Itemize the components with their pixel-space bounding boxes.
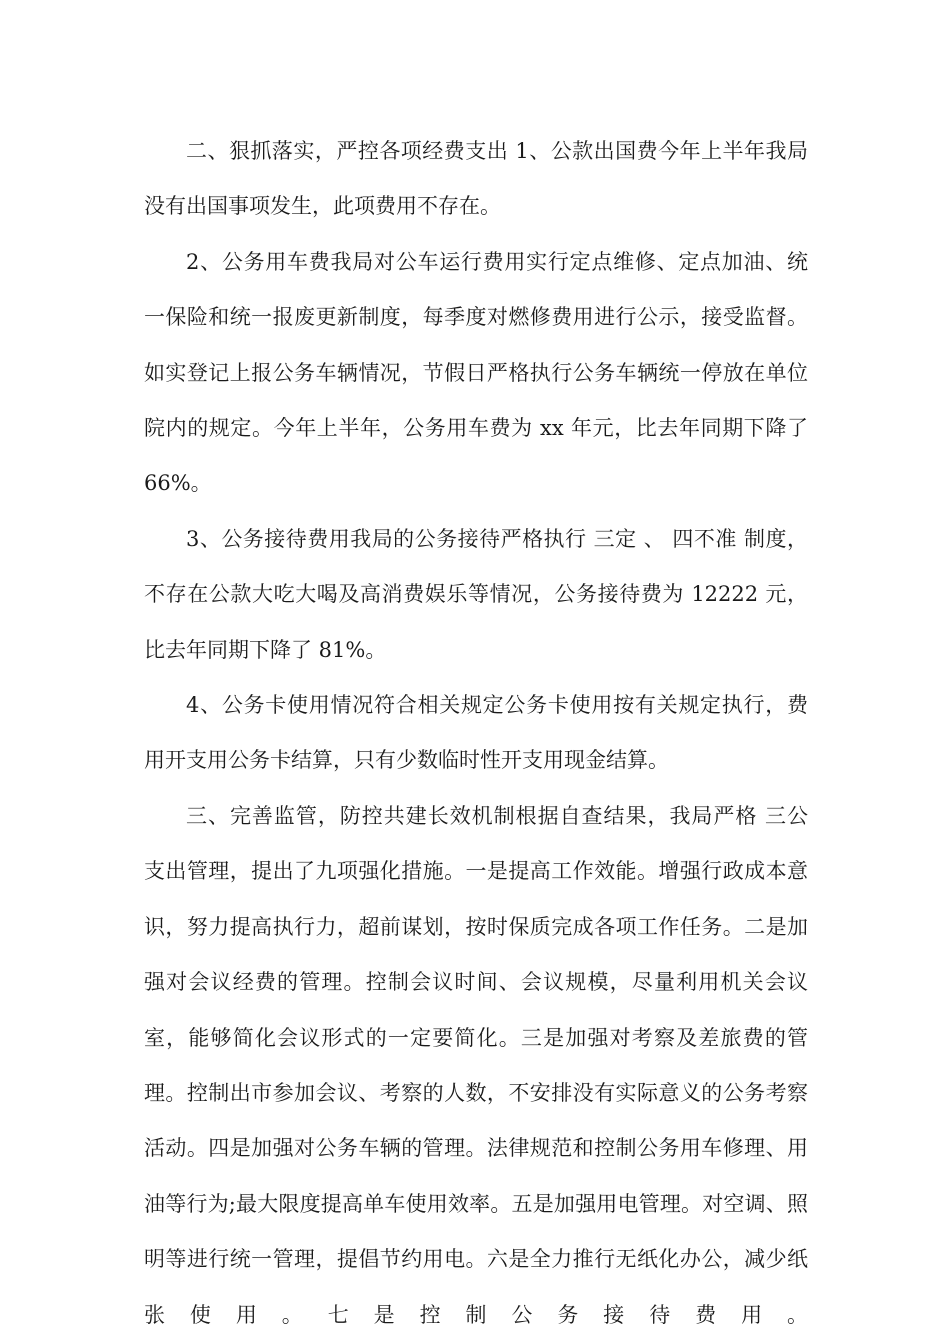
paragraph-official-vehicles: 2、公务用车费我局对公车运行费用实行定点维修、定点加油、统一保险和统一报废更新制度，每季度对燃修费用进行公示，接受监督。如实登记上报公务车辆情况，节假日严格执行公务车辆统一停放在单位院内的规定。今年上半年，公务用车费为 xx 年元，比去年同期下降了 66%。 [144, 249, 808, 496]
paragraph-official-reception: 3、公务接待费用我局的公务接待严格执行 三定 、 四不准 制度，不存在公款大吃大喝及高消费娱乐等情况，公务接待费为 12222 元，比去年同期下降了 81%。 [144, 526, 808, 662]
paragraph-overseas-travel: 二、狠抓落实，严控各项经费支出 1、公款出国费今年上半年我局没有出国事项发生，此项费用不存在。 [144, 139, 808, 219]
document-body [144, 124, 808, 1343]
paragraph-official-card: 4、公务卡使用情况符合相关规定公务卡使用按有关规定执行，费用开支用公务卡结算，只有少数临时性开支用现金结算。 [144, 693, 808, 773]
paragraph-supervision-measures: 三、完善监管，防控共建长效机制根据自查结果，我局严格 三公 支出管理，提出了九项强化措施。一是提高工作效能。增强行政成本意识，努力提高执行力，超前谋划，按时保质完成各项工作任务。二是加强对会议经费的管理。控制会议时间、会议规模，尽量利用机关会议室，能够简化会议形式的一定要简化。三是加强对考察及差旅费的管理。控制出市参加会议、考察的人数，不安排没有实际意义的公务考察活动。四是加强对公务车辆的管理。法律规范和控制公务用车修理、用油等行为;最大限度提高单车使用效率。五是加强用电管理。对空调、照明等进行统一管理，提倡节约用电。六是全力推行无纸化办公，减少纸张使用。七是控制公务接待费用。 [144, 803, 808, 1327]
